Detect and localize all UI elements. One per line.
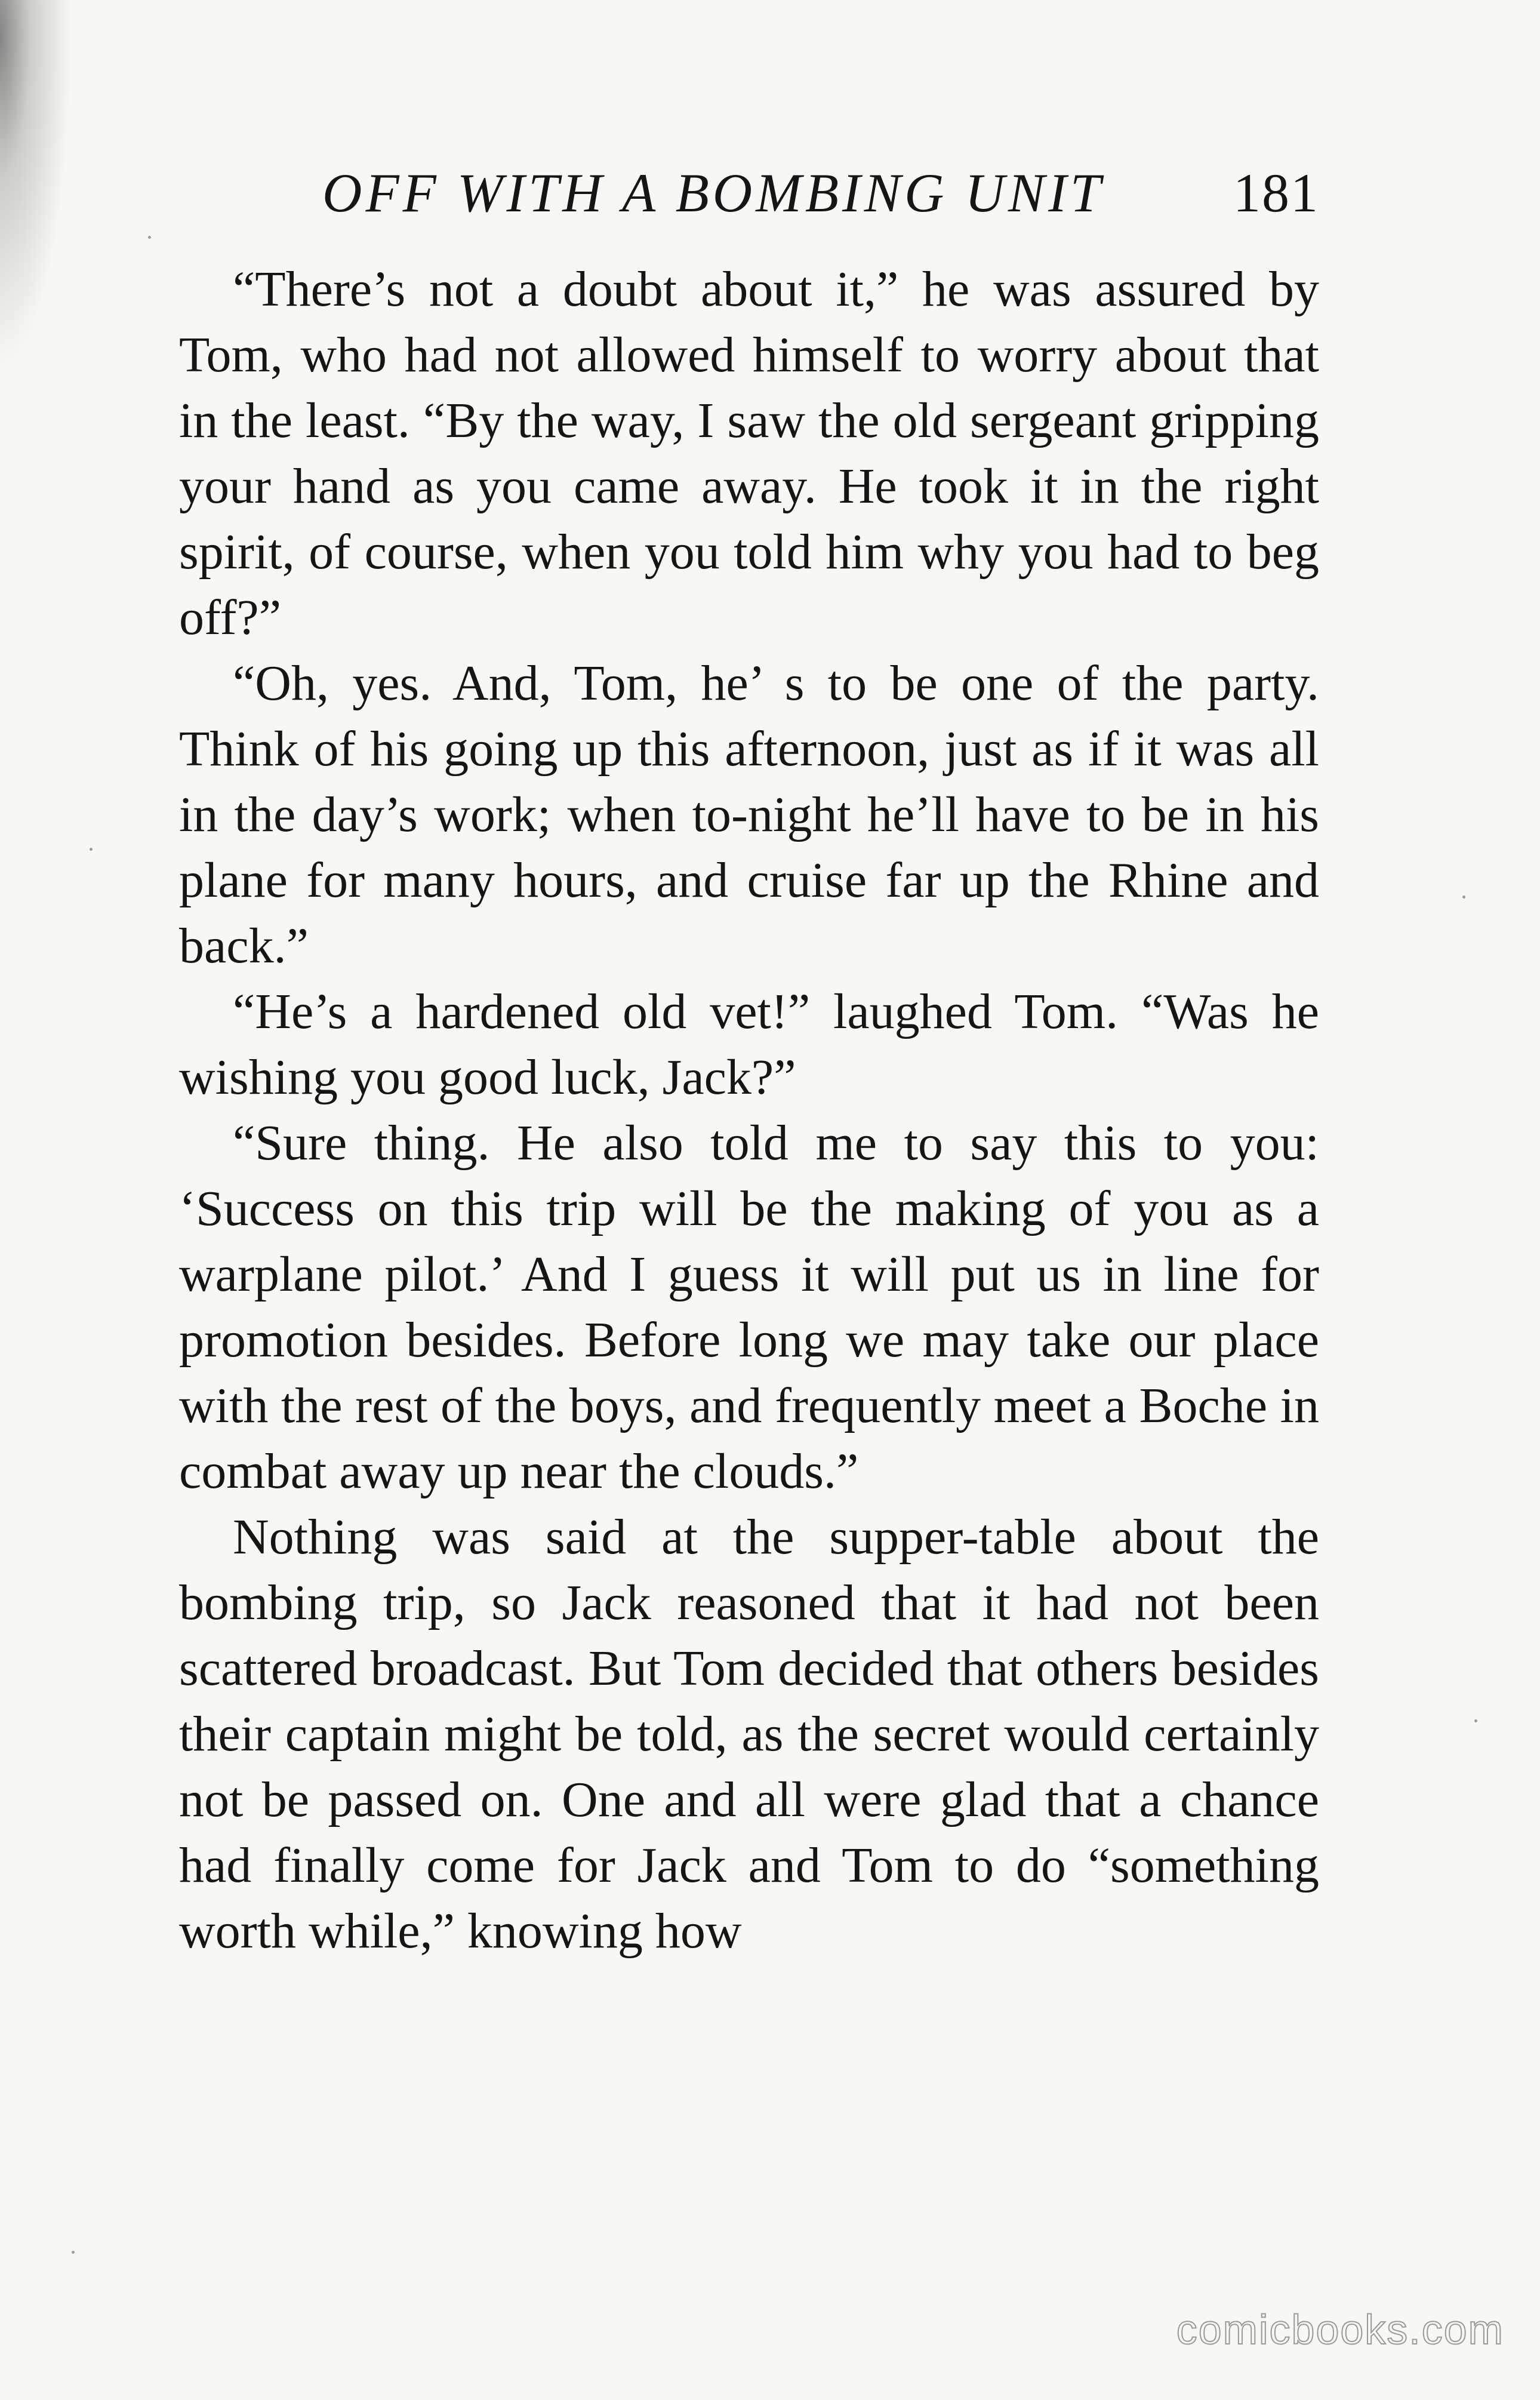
running-head xyxy=(179,155,1319,233)
paragraph: “Oh, yes. And, Tom, he’ s to be one of the party. Think of his going up this afternoon, just as if it was all in the day’s work; when to-night he’ll have to be in his plane for many hours, and cruise far up the Rhine and back.” xyxy=(179,656,1319,974)
paragraph: “There’s not a doubt about it,” he was assured by Tom, who had not allowed himself to worry about that in the least. “By the way, I saw the old sergeant gripping your hand as you came away. He took it in the right spirit, of course, when you told him why you had to beg off?” xyxy=(179,261,1319,645)
paragraph: “Sure thing. He also told me to say this to you: ‘Success on this trip will be the making of you as a warplane pilot.’ And I guess it will put us in line for promotion besides. Before long we may take our place with the rest of the boys, and frequently meet a Boche in combat away up near the clouds.” xyxy=(179,1115,1319,1499)
scan-speck xyxy=(1474,1719,1477,1722)
scan-speck xyxy=(72,2251,75,2254)
body-text xyxy=(179,257,1319,1964)
paragraph: Nothing was said at the supper-table about the bombing trip, so Jack reasoned that it had not been scattered broadcast. But Tom decided that others besides their captain might be told, as the secret would certainly not be passed on. One and all were glad that a chance had finally come for Jack and Tom to do “something worth while,” knowing how xyxy=(179,1509,1319,1959)
scan-speck xyxy=(90,848,93,851)
scan-speck xyxy=(1462,896,1465,899)
scan-speck xyxy=(148,236,151,239)
paragraph: “He’s a hardened old vet!” laughed Tom. “Was he wishing you good luck, Jack?” xyxy=(179,984,1319,1105)
watermark-logo: comicbooks.com xyxy=(1176,2306,1504,2353)
page-number: 181 xyxy=(1233,162,1319,223)
chapter-title: OFF WITH A BOMBING UNIT xyxy=(322,162,1105,223)
scan-edge-shadow xyxy=(0,0,72,370)
book-page xyxy=(179,155,1319,1964)
